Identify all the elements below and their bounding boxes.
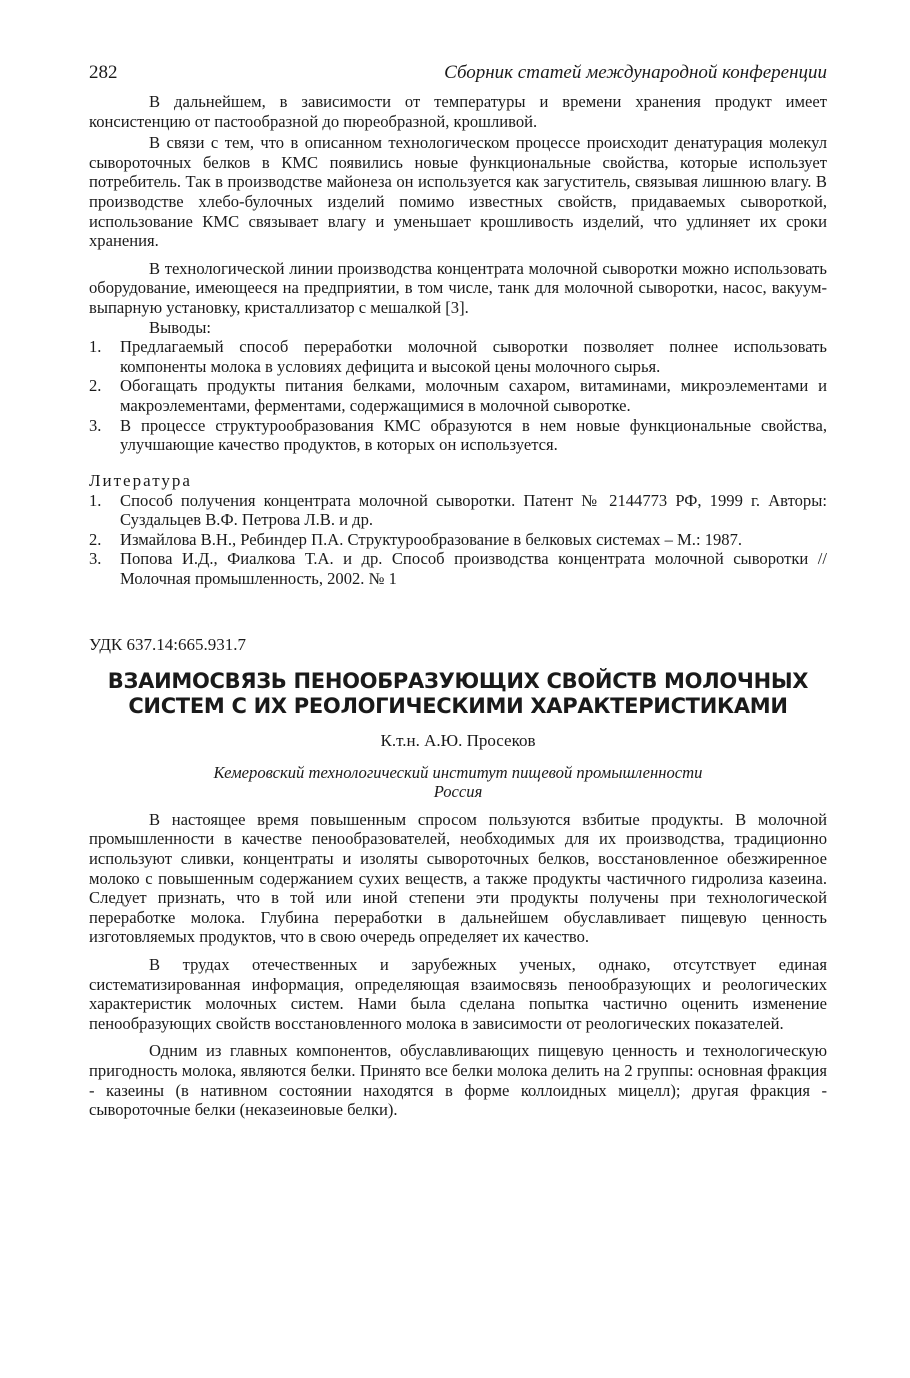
list-item: 3. В процессе структурообразования КМС образуются в нем новые функциональные свойства, улучшающие качество продуктов, в которых он используется. — [89, 415, 827, 455]
body-paragraph-2: В трудах отечественных и зарубежных ученых, однако, отсутствует единая систематизированная информация, определяющая взаимосвязь пенообразующих и реологических характеристик молочных систем. Нами была сделана попытка частично оценить изменение пенообразующих свойств восстановленного молока в зависимости от реологических показателей. — [89, 955, 827, 1033]
intro-paragraph-3: В технологической линии производства концентрата молочной сыворотки можно использовать оборудование, имеющееся на предприятии, в том числе, танк для молочной сыворотки, насос, вакуум-выпарную установку, кристаллизатор с мешалкой [3]. — [89, 258, 827, 317]
page-header — [89, 52, 827, 92]
list-item: 2. Обогащать продукты питания белками, молочным сахаром, витаминами, микроэлементами и макроэлементами, ферментами, содержащимися в молочной сыворотке. — [89, 376, 827, 415]
article-title — [89, 669, 827, 719]
body-paragraph-3: Одним из главных компонентов, обуславливающих пищевую ценность и технологическую пригодность молока, являются белки. Принято все белки молока делить на 2 группы: основная фракция - казеины (в нативном состоянии находятся в форме коллоидных мицелл); другая фракция - сывороточные белки (неказеиновые белки). — [89, 1041, 827, 1120]
intro-paragraph-2: В связи с тем, что в описанном технологическом процессе происходит денатурация молекул сывороточных белков в КМС появились новые функциональные свойства, которые использует потребитель. Так в производстве майонеза он используется как загуститель, связывая лишнюю влагу. В производстве хлебо-булочных изделий помимо известных свойств, придаваемых сывороткой, использование КМС связывает влагу и уменьшает крошливость изделий, что удлиняет их сроки хранения. — [89, 133, 827, 251]
reference-item: 2. Измайлова В.Н., Ребиндер П.А. Структурообразование в белковых системах – М.: 1987. — [89, 529, 743, 549]
affiliation-country: Россия — [433, 782, 483, 802]
conclusions-list — [89, 337, 827, 455]
document-page — [89, 52, 827, 1120]
reference-item: 3. Попова И.Д., Фиалкова Т.А. и др. Способ производства концентрата молочной сыворотки // Молочная промышленность, 2002. № 1 — [89, 549, 827, 589]
article-affiliation — [89, 763, 827, 802]
reference-item: 1. Способ получения концентрата молочной сыворотки. Патент № 2144773 РФ, 1999 г. Авторы: Суздальцев В.Ф. Петрова Л.В. и др. — [89, 490, 827, 530]
conclusions-label: Выводы: — [149, 317, 211, 337]
body-paragraph-1: В настоящее время повышенным спросом пользуются взбитые продукты. В молочной промышленности в качестве пенообразователей, необходимых для их производства, традиционно используют сливки, концентраты и изоляты сывороточных белков, восстановленное обезжиренное молоко с повышенным содержанием сухих веществ, а также продукты частичного гидролиза казеина. Следует признать, что в той или иной степени эти продукты получены при технологической переработке молока. Глубина переработки в дальнейшем обуславливает пищевую ценность изготовляемых продуктов, что в свою очередь определяет их качество. — [89, 809, 827, 947]
references-list — [89, 491, 827, 589]
title-line-1: ВЗАИМОСВЯЗЬ ПЕНООБРАЗУЮЩИХ СВОЙСТВ МОЛОЧНЫХ — [107, 668, 809, 693]
running-head: Сборник статей международной конференции — [444, 62, 827, 83]
udk-code: УДК 637.14:665.931.7 — [89, 634, 246, 654]
page-number: 282 — [89, 62, 118, 83]
intro-paragraph-1: В дальнейшем, в зависимости от температуры и времени хранения продукт имеет консистенцию от пастообразной до пюреобразной, крошливой. — [89, 92, 827, 131]
title-line-2: СИСТЕМ С ИХ РЕОЛОГИЧЕСКИМИ ХАРАКТЕРИСТИКАМИ — [128, 693, 788, 718]
literature-heading: Литература — [89, 470, 192, 490]
list-item: 1. Предлагаемый способ переработки молочной сыворотки позволяет полнее использовать компоненты молока в условиях дефицита и высокой цены молочного сырья. — [89, 337, 827, 376]
article-author: К.т.н. А.Ю. Просеков — [380, 730, 536, 750]
affiliation-institute: Кемеровский технологический институт пищевой промышленности — [213, 762, 703, 782]
